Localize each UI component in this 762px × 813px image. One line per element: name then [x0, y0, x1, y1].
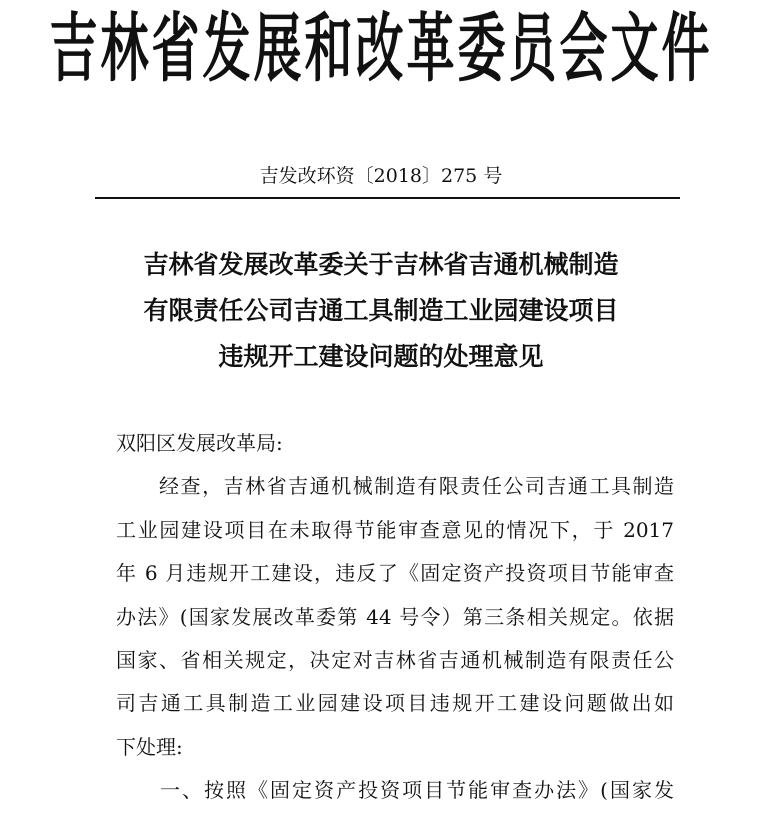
document-body — [116, 422, 674, 813]
document-header-title: 吉林省发展和改革委员会文件 — [49, 5, 713, 93]
title-line: 有限责任公司吉通工具制造工业园建设项目 — [143, 296, 619, 325]
body-line: 国家、省相关规定，决定对吉林省吉通机械制造有限责任公 — [116, 647, 674, 672]
body-line: 年 6 月违规开工建设，违反了《固定资产投资项目节能审查 — [116, 561, 674, 586]
title-line: 吉林省发展改革委关于吉林省吉通机械制造 — [143, 250, 619, 279]
header-divider — [95, 197, 680, 199]
body-line: 工业园建设项目在未取得节能审查意见的情况下，于 2017 — [116, 517, 674, 542]
body-line: 司吉通工具制造工业园建设项目违规开工建设问题做出如 — [116, 691, 674, 716]
document-number: 吉发改环资〔2018〕275 号 — [259, 165, 503, 187]
title-line: 违规开工建设问题的处理意见 — [218, 342, 544, 371]
body-line: 一、按照《固定资产投资项目节能审查办法》(国家发 — [116, 778, 674, 803]
body-line: 办法》(国家发展改革委第 44 号令）第三条相关规定。依据 — [116, 604, 674, 629]
body-line: 经查，吉林省吉通机械制造有限责任公司吉通工具制造 — [116, 474, 674, 499]
body-line: 下处理: — [116, 734, 183, 759]
document-title — [0, 242, 762, 380]
salutation: 双阳区发展改革局: — [116, 431, 283, 455]
